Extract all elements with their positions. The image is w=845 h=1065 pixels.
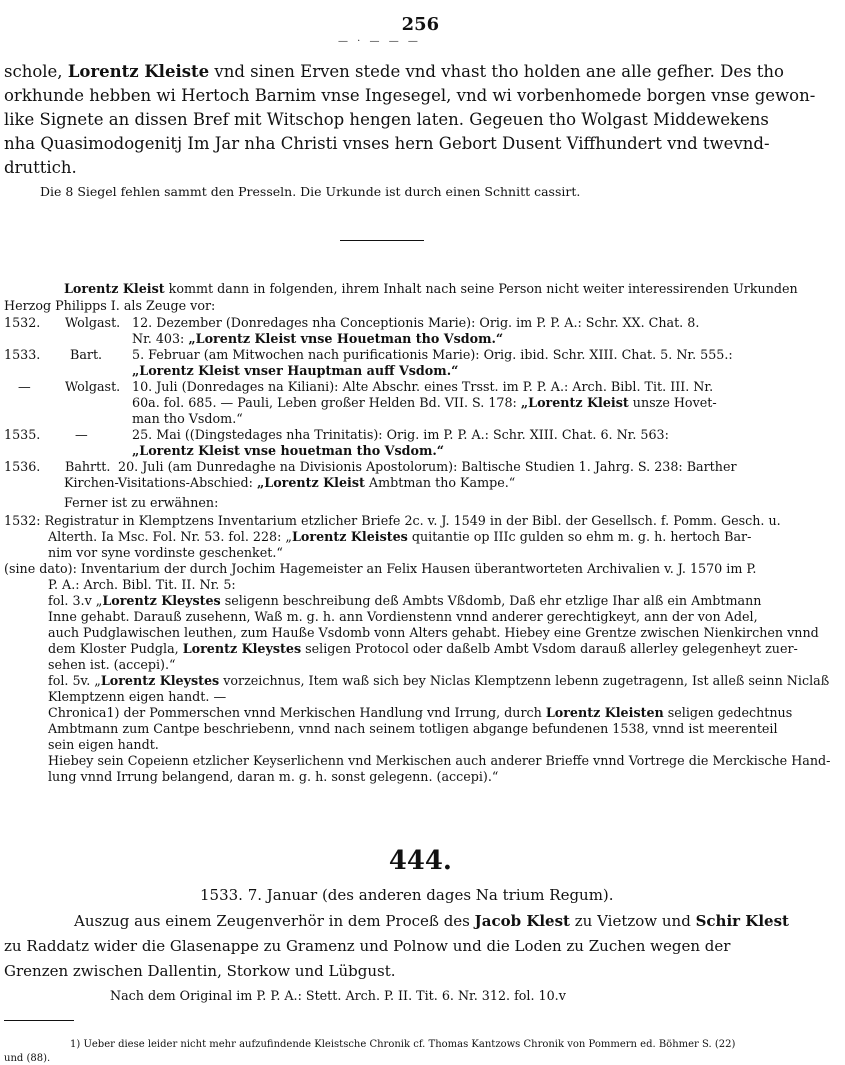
- entry-line: 5. Februar (am Mitwochen nach purificationis Marie): Orig. ibid. Schr. XIII. Chat. 5. Nr. 555.:: [132, 347, 733, 362]
- entry-line: „Lorentz Kleist vnse houetman tho Vsdom.“: [132, 443, 445, 458]
- text-line: Ambtmann zum Cantpe beschriebenn, vnnd nach seinem totligen abgange befundenen 1538, vnnd ist meerenteil: [48, 721, 778, 736]
- entry-year: 1535.: [4, 427, 41, 442]
- text-line: nha Quasimodogenitj Im Jar nha Christi vnses hern Gebort Dusent Viffhundert vnd twevnd-: [4, 134, 770, 153]
- summary-line: Grenzen zwischen Dallentin, Storkow und Lübgust.: [4, 962, 396, 980]
- text-line: lung vnnd Irrung belangend, daran m. g. h. sonst gelegenn. (accepi).“: [48, 769, 499, 784]
- text-line: Klemptzenn eigen handt. —: [48, 689, 227, 704]
- text-line: 1532: Registratur in Klemptzens Inventarium etzlicher Briefe 2c. v. J. 1549 in der Bibl. der Gesellsch. f. Pomm. Gesch. u.: [4, 513, 781, 528]
- entry-year: 1536.: [4, 459, 41, 474]
- document-number: 444.: [388, 846, 452, 876]
- summary-line: zu Raddatz wider die Glasenappe zu Gramenz und Polnow und die Loden zu Zuchen wegen der: [4, 937, 731, 955]
- header-dashes: — · — — —: [338, 36, 421, 47]
- text-line: sehen ist. (accepi).“: [48, 657, 176, 672]
- text-line: fol. 5v. „Lorentz Kleystes vorzeichnus, Item waß sich bey Niclas Klemptzenn lebenn zugetragenn, Ist alleß seinn Niclaß: [48, 673, 830, 688]
- document-date: 1533. 7. Januar (des anderen dages Na trium Regum).: [200, 886, 614, 904]
- entry-line: Kirchen-Visitations-Abschied: „Lorentz Kleist Ambtman tho Kampe.“: [64, 475, 516, 490]
- text-line: nim vor syne vordinste geschenket.“: [48, 545, 283, 560]
- footnote: 1) Ueber diese leider nicht mehr aufzufindende Kleistsche Chronik cf. Thomas Kantzows Chronik von Pommern ed. Böhmer S. (22): [70, 1039, 736, 1050]
- entry-line: man tho Vsdom.“: [132, 411, 243, 426]
- text-line: sein eigen handt.: [48, 737, 159, 752]
- page-number: 256: [401, 14, 440, 35]
- text-line: schole, Lorentz Kleiste vnd sinen Erven stede vnd vhast tho holden ane alle gefher. Des tho: [4, 62, 784, 81]
- seal-note: Die 8 Siegel fehlen sammt den Presseln. Die Urkunde ist durch einen Schnitt cassirt.: [40, 184, 581, 199]
- entry-place: Wolgast.: [65, 379, 121, 394]
- summary-line: Auszug aus einem Zeugenverhör in dem Proceß des Jacob Klest zu Vietzow und Schir Klest: [74, 912, 789, 930]
- text-line: like Signete an dissen Bref mit Witschop hengen laten. Gegeuen tho Wolgast Middewekens: [4, 110, 769, 129]
- ferner-heading: Ferner ist zu erwähnen:: [64, 495, 219, 510]
- entry-place: Wolgast.: [65, 315, 121, 330]
- entry-line: 10. Juli (Donredages na Kiliani): Alte Abschr. eines Trsst. im P. P. A.: Arch. Bibl. Tit. III. Nr.: [132, 379, 714, 394]
- person-name: Lorentz Kleiste: [67, 62, 210, 81]
- text-line: fol. 3.v „Lorentz Kleystes seligenn beschreibung deß Ambts Vßdomb, Daß ehr etzlige Ihar alß ein Ambtmann: [48, 593, 762, 608]
- text-line: druttich.: [4, 158, 77, 177]
- entry-line: 12. Dezember (Donredages nha Conceptionis Marie): Orig. im P. P. A.: Schr. XX. Chat. 8.: [132, 315, 700, 330]
- entry-line: 20. Juli (am Dunredaghe na Divisionis Apostolorum): Baltische Studien 1. Jahrg. S. 238: Barther: [118, 459, 737, 474]
- text-line: Inne gehabt. Darauß zusehenn, Waß m. g. h. ann Vordienstenn vnnd anderer gerechtigkeyt, ann der von Adel,: [48, 609, 758, 624]
- text-line: Hiebey sein Copeienn etzlicher Keyserlichenn vnd Merkischen auch anderer Brieffe vnnd Vortrege die Merckische Hand-: [48, 753, 831, 768]
- entry-year: 1533.: [4, 347, 41, 362]
- entry-line: „Lorentz Kleist vnser Hauptman auff Vsdom.“: [132, 363, 459, 378]
- entry-line: 25. Mai ((Dingstedages nha Trinitatis): Orig. im P. P. A.: Schr. XIII. Chat. 6. Nr. 563:: [132, 427, 669, 442]
- entry-line: Nr. 403: „Lorentz Kleist vnse Houetman tho Vsdom.“: [132, 331, 504, 346]
- section-divider: [340, 240, 424, 241]
- footnote-cont: und (88).: [4, 1053, 51, 1064]
- text-line: Alterth. Ia Msc. Fol. Nr. 53. fol. 228: „Lorentz Kleistes quitantie op IIIc gulden so ehm m. g. h. hertoch Bar-: [48, 529, 752, 544]
- text-line: (sine dato): Inventarium der durch Jochim Hagemeister an Felix Hausen überantworteten Archivalien v. J. 1570 im P.: [4, 561, 757, 576]
- footnote-rule: [4, 1020, 74, 1021]
- register-intro-cont: Herzog Philipps I. als Zeuge vor:: [4, 298, 216, 313]
- entry-line: 60a. fol. 685. — Pauli, Leben großer Helden Bd. VII. S. 178: „Lorentz Kleist unsze Hovet-: [132, 395, 717, 410]
- entry-place: Bart.: [70, 347, 103, 362]
- text-line: P. A.: Arch. Bibl. Tit. II. Nr. 5:: [48, 577, 236, 592]
- register-intro: Lorentz Kleist kommt dann in folgenden, ihrem Inhalt nach seine Person nicht weiter interessirenden Urkunden: [64, 281, 798, 296]
- text-line: dem Kloster Pudgla, Lorentz Kleystes seligen Protocol oder daßelb Ambt Vsdom darauß allerley gelegenheyt zuer-: [48, 641, 798, 656]
- entry-place: —: [75, 427, 88, 442]
- entry-place: Bahrtt.: [65, 459, 111, 474]
- entry-year: 1532.: [4, 315, 41, 330]
- entry-year: —: [18, 379, 31, 394]
- text-line: orkhunde hebben wi Hertoch Barnim vnse Ingesegel, vnd wi vorbenhomede borgen vnse gewon-: [4, 86, 816, 105]
- text-line: auch Pudglawischen leuthen, zum Hauße Vsdomb vonn Alters gehabt. Hiebey eine Grentze zwischen Nienkirchen vnnd: [48, 625, 819, 640]
- text-line: Chronica1) der Pommerschen vnnd Merkischen Handlung vnd Irrung, durch Lorentz Kleisten seligen gedechtnus: [48, 705, 793, 720]
- source-citation: Nach dem Original im P. P. A.: Stett. Arch. P. II. Tit. 6. Nr. 312. fol. 10.v: [110, 988, 566, 1003]
